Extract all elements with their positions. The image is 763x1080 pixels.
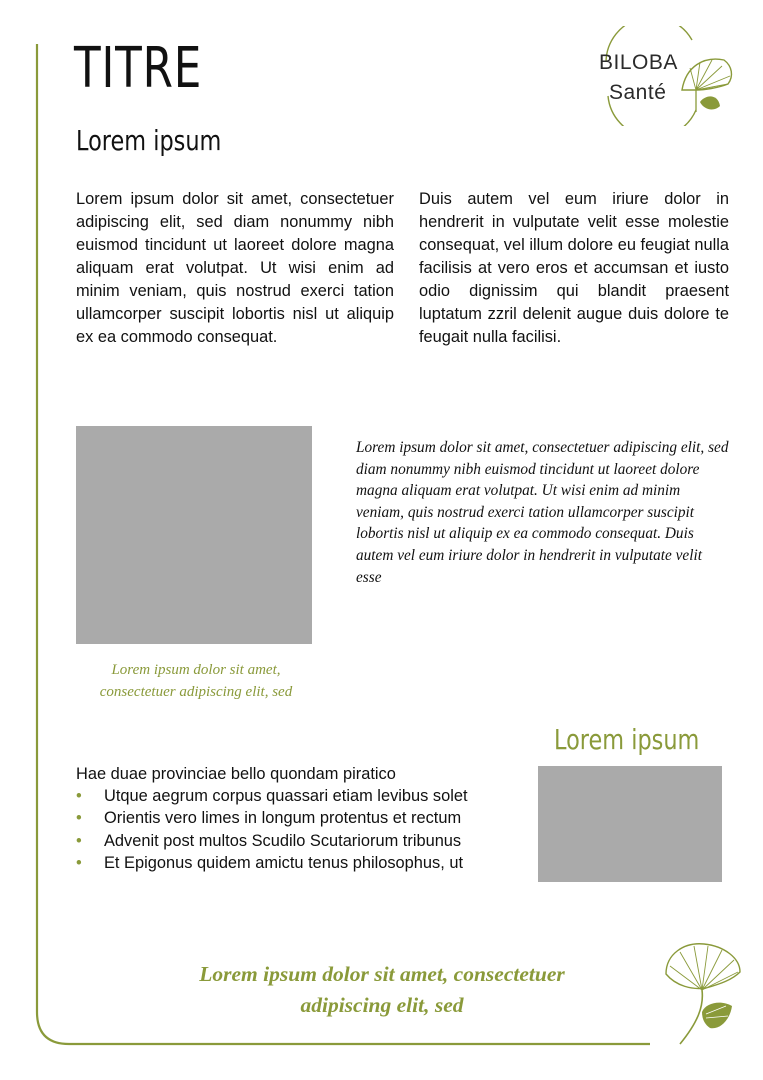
footer-line2: adipiscing elit, sed xyxy=(300,993,464,1017)
bullet-marker: • xyxy=(76,787,82,805)
ginkgo-leaf-icon xyxy=(676,54,736,116)
page-subtitle: Lorem ipsum xyxy=(76,124,222,157)
image-caption xyxy=(76,659,316,703)
biloba-sante-logo xyxy=(592,26,732,126)
list-intro: Hae duae provinciae bello quondam piratico xyxy=(76,765,396,783)
list-item-text: Et Epigonus quidem amictu tenus philosophus, ut xyxy=(104,853,463,872)
bullet-marker: • xyxy=(76,809,82,828)
list-item-text: Utque aegrum corpus quassari etiam levibus solet xyxy=(104,787,468,805)
ginkgo-leaf-decoration-icon xyxy=(640,936,750,1046)
bullet-marker: • xyxy=(76,831,82,850)
list-item xyxy=(76,852,468,874)
bullet-list xyxy=(76,785,468,874)
list-item-text: Advenit post multos Scudilo Scutariorum tribunus xyxy=(104,831,462,850)
list-item-text: Orientis vero limes in longum protentus et rectum xyxy=(104,809,462,828)
body-column-left: Lorem ipsum dolor sit amet, consectetuer adipiscing elit, sed diam nonummy nibh euismod tincidunt ut laoreet dolore magna aliquam erat volutpat. Ut wisi enim ad minim veniam, quis nostrud exerci tation ullamcorper suscipit lobortis nisl ut aliquip ex ea commodo consequat. xyxy=(76,190,394,346)
feature-quote: Lorem ipsum dolor sit amet, consectetuer adipiscing elit, sed diam nonummy nibh euismod tincidunt ut laoreet dolore magna aliquam erat volutpat. Ut wisi enim ad minim veniam, quis nostrud exerci tation ullamcorper suscipit lobortis nisl ut aliquip ex ea commodo consequat. Duis autem vel eum iriure dolor in hendrerit in vulputate velit esse xyxy=(356,439,729,586)
logo-line2: Santé xyxy=(609,81,667,104)
logo-line1: BILOBA xyxy=(599,51,678,74)
bullet-marker: • xyxy=(76,853,82,872)
image-placeholder xyxy=(76,426,312,644)
footer-line1: Lorem ipsum dolor sit amet, consectetuer xyxy=(199,962,565,986)
page-title: TITRE xyxy=(74,36,203,101)
section-heading: Lorem ipsum xyxy=(554,723,700,756)
list-item xyxy=(76,785,468,807)
caption-line2: consectetuer adipiscing elit, sed xyxy=(99,684,293,700)
list-item xyxy=(76,807,468,829)
list-item xyxy=(76,830,468,852)
caption-line1: Lorem ipsum dolor sit amet, xyxy=(111,662,281,678)
image-placeholder-small xyxy=(538,766,722,882)
body-column-right: Duis autem vel eum iriure dolor in hendrerit in vulputate velit esse molestie consequat, vel illum dolore eu feugiat nulla facilisis at vero eros et accumsan et iusto odio dignissim qui blandit praesent luptatum zzril delenit augue duis dolore te feugait nulla facilisi. xyxy=(419,190,729,346)
footer-quote xyxy=(140,959,624,1021)
